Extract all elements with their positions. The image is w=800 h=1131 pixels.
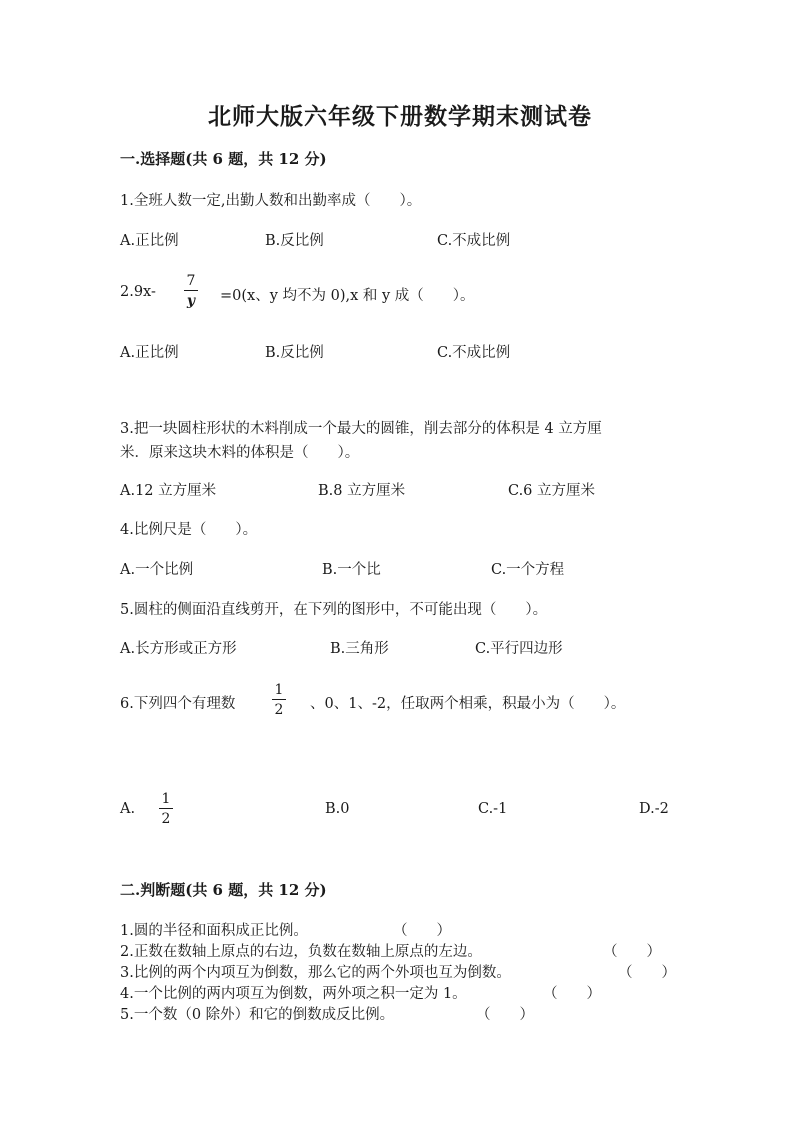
question-5-option-a: A.长方形或正方形 — [120, 641, 237, 657]
question-6-fraction-denominator: 2 — [274, 702, 284, 718]
question-4-option-c: C.一个方程 — [491, 562, 565, 578]
question-3-option-b: B.8 立方厘米 — [318, 483, 406, 499]
question-6-fraction — [272, 683, 286, 717]
question-3-option-a: A.12 立方厘米 — [120, 483, 217, 499]
question-4-option-a: A.一个比例 — [120, 562, 194, 578]
page-title: 北师大版六年级下册数学期末测试卷 — [208, 103, 592, 130]
question-6-option-a-denominator: 2 — [161, 811, 171, 827]
judgement-item-3-text: 3.比例的两个内项互为倒数，那么它的两个外项也互为倒数。 — [120, 965, 511, 981]
judgement-item-2-answer-paren: （ ） — [603, 944, 661, 960]
question-5-text: 5.圆柱的侧面沿直线剪开，在下列的图形中，不可能出现（ ）。 — [120, 602, 548, 618]
question-2-option-a: A.正比例 — [120, 345, 179, 361]
judgement-item-5-answer-paren: （ ） — [476, 1007, 534, 1023]
question-1-text: 1.全班人数一定,出勤人数和出勤率成（ ）。 — [120, 193, 422, 209]
question-3-line-1: 3.把一块圆柱形状的木料削成一个最大的圆锥，削去部分的体积是 4 立方厘 — [120, 421, 602, 437]
question-1-option-a: A.正比例 — [120, 233, 179, 249]
judgement-item-1-answer-paren: （ ） — [393, 923, 451, 939]
section-heading-judgement: 二.判断题(共 6 题，共 12 分) — [120, 881, 327, 899]
question-6-option-d: D.-2 — [639, 801, 669, 817]
judgement-item-4-text: 4.一个比例的两内项互为倒数，两外项之积一定为 1。 — [120, 986, 467, 1002]
question-2-fraction-denominator: y — [186, 293, 196, 309]
question-5-option-b: B.三角形 — [330, 641, 389, 657]
question-1-option-c: C.不成比例 — [437, 233, 511, 249]
question-2-prefix: 2.9x- — [120, 284, 156, 300]
question-2-suffix: =0(x、y 均不为 0),x 和 y 成（ ）。 — [220, 288, 475, 304]
question-6-option-a-fraction — [159, 792, 173, 826]
section-heading-choice: 一.选择题(共 6 题，共 12 分) — [120, 150, 327, 168]
judgement-item-2-text: 2.正数在数轴上原点的右边，负数在数轴上原点的左边。 — [120, 944, 482, 960]
question-6-option-a-numerator: 1 — [161, 791, 171, 807]
question-3-line-2: 米．原来这块木料的体积是（ ）。 — [120, 445, 360, 461]
question-2-fraction-numerator: 7 — [186, 273, 196, 289]
question-6-option-c: C.-1 — [478, 801, 508, 817]
question-2-option-b: B.反比例 — [265, 345, 324, 361]
question-5-option-c: C.平行四边形 — [475, 641, 563, 657]
question-6-option-a-label: A. — [120, 801, 136, 817]
judgement-item-3-answer-paren: （ ） — [618, 965, 676, 981]
judgement-item-5-text: 5.一个数（0 除外）和它的倒数成反比例。 — [120, 1007, 395, 1023]
judgement-item-4-answer-paren: （ ） — [543, 986, 601, 1002]
question-6-prefix: 6.下列四个有理数 — [120, 696, 236, 712]
question-2-option-c: C.不成比例 — [437, 345, 511, 361]
question-1-option-b: B.反比例 — [265, 233, 324, 249]
judgement-item-1-text: 1.圆的半径和面积成正比例。 — [120, 923, 308, 939]
question-4-text: 4.比例尺是（ ）。 — [120, 522, 258, 538]
question-6-fraction-numerator: 1 — [274, 682, 284, 698]
question-4-option-b: B.一个比 — [322, 562, 381, 578]
question-3-option-c: C.6 立方厘米 — [508, 483, 596, 499]
question-6-option-b: B.0 — [325, 801, 350, 817]
question-2-fraction — [184, 274, 198, 308]
question-6-suffix: 、0、1、-2，任取两个相乘，积最小为（ ）。 — [310, 696, 626, 712]
